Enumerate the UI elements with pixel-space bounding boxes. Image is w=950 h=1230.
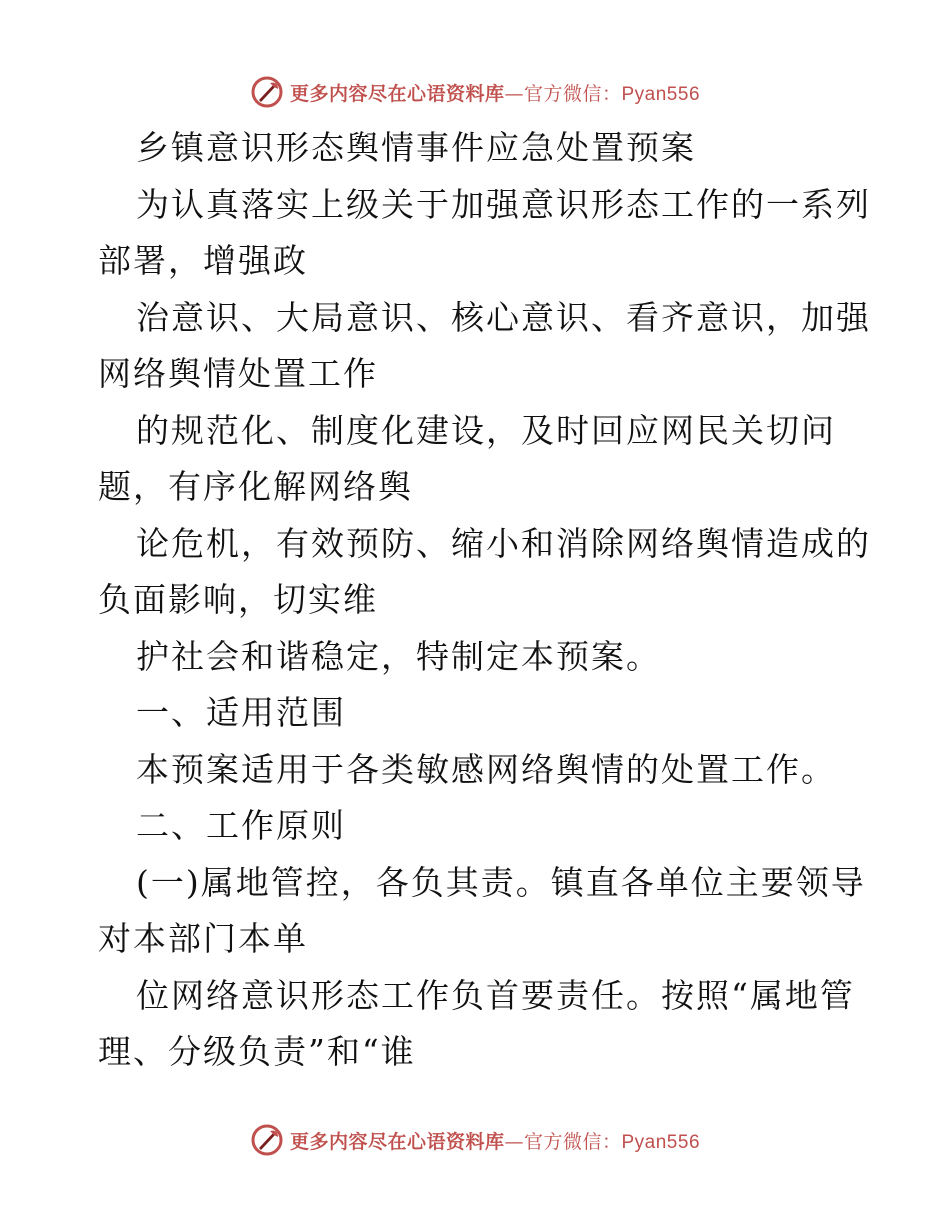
- watermark-dash: —: [504, 82, 524, 105]
- watermark-brand: 更多内容尽在心语资料库: [289, 1130, 505, 1153]
- doc-line: 网络舆情处置工作: [98, 354, 378, 393]
- doc-line: 论危机，有效预防、缩小和消除网络舆情造成的: [136, 523, 871, 563]
- doc-line: 对本部门本单: [98, 919, 308, 958]
- watermark-brand: 更多内容尽在心语资料库: [289, 82, 505, 105]
- footer-watermark: [0, 1120, 950, 1160]
- doc-line: 治意识、大局意识、核心意识、看齐意识，加强: [136, 297, 871, 337]
- doc-line: 部署，增强政: [98, 241, 308, 280]
- quill-logo-icon: [250, 1123, 284, 1157]
- watermark-text: [290, 1127, 700, 1154]
- watermark-account: Pyan556: [621, 83, 701, 105]
- quill-logo-icon: [250, 75, 284, 109]
- watermark-suffix: 官方微信：: [523, 82, 622, 105]
- doc-line: 理、分级负责”和“谁: [98, 1032, 416, 1071]
- watermark-suffix: 官方微信：: [523, 1130, 622, 1153]
- doc-line: 位网络意识形态工作负首要责任。按照“属地管: [136, 975, 855, 1015]
- doc-line: 负面影响，切实维: [98, 580, 378, 619]
- header-watermark: [0, 72, 950, 112]
- document-body: [98, 120, 871, 1081]
- doc-line: 一、适用范围: [136, 693, 346, 732]
- doc-line: 为认真落实上级关于加强意识形态工作的一系列: [136, 184, 871, 224]
- doc-line: 乡镇意识形态舆情事件应急处置预案: [136, 128, 696, 167]
- doc-line: 二、工作原则: [136, 806, 346, 845]
- doc-line: 题，有序化解网络舆: [98, 467, 413, 506]
- doc-line: (一)属地管控，各负其责。镇直各单位主要领导: [136, 862, 866, 902]
- doc-line: 护社会和谐稳定，特制定本预案。: [136, 636, 661, 676]
- watermark-dash: —: [504, 1130, 524, 1153]
- doc-line: 的规范化、制度化建设，及时回应网民关切问: [136, 410, 836, 450]
- watermark-account: Pyan556: [621, 1131, 701, 1153]
- doc-line: 本预案适用于各类敏感网络舆情的处置工作。: [136, 749, 836, 789]
- watermark-text: [290, 79, 700, 106]
